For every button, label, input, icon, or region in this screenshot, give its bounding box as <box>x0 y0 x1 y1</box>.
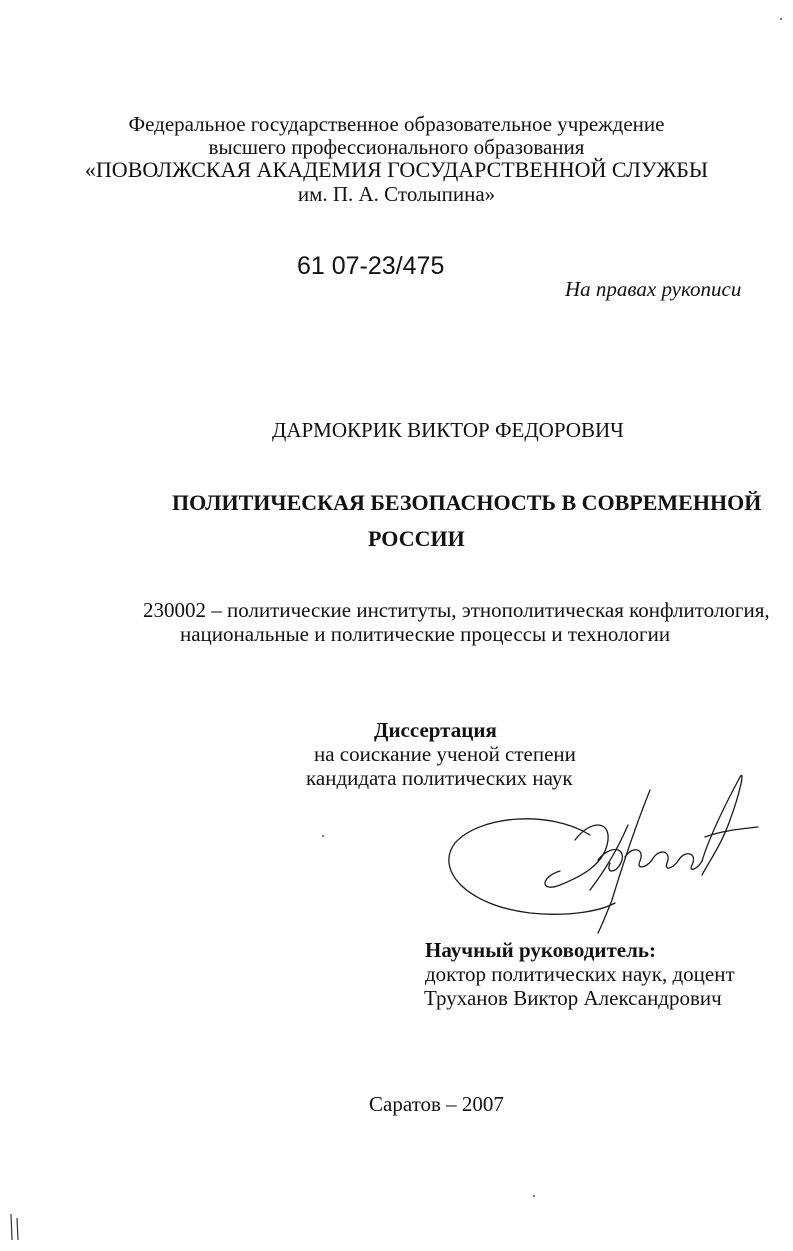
signature-icon <box>440 765 780 935</box>
scan-edge-mark <box>8 1212 22 1242</box>
dissertation-line-2: кандидата политических наук <box>306 766 573 790</box>
rights-note: На правах рукописи <box>565 277 742 301</box>
title-line-1: ПОЛИТИЧЕСКАЯ БЕЗОПАСНОСТЬ В СОВРЕМЕННОЙ <box>172 490 762 515</box>
scan-speck <box>322 835 324 837</box>
author-name: ДАРМОКРИК ВИКТОР ФЕДОРОВИЧ <box>272 418 624 442</box>
supervisor-name: Труханов Виктор Александрович <box>424 986 722 1010</box>
institution-line-1: Федеральное государственное образовательное учреждение <box>128 112 665 136</box>
city-year: Саратов – 2007 <box>369 1092 504 1116</box>
specialty-line-1: 230002 – политические институты, этнополитическая конфлитология, <box>143 598 770 622</box>
institution-name: «ПОВОЛЖСКАЯ АКАДЕМИЯ ГОСУДАРСТВЕННОЙ СЛУЖБЫ <box>84 157 709 182</box>
dissertation-heading: Диссертация <box>374 718 497 742</box>
institution-line-2: высшего профессионального образования <box>208 135 585 159</box>
scan-speck <box>533 1195 535 1197</box>
institution-line-4: им. П. А. Столыпина» <box>297 182 496 206</box>
title-line-2: РОССИИ <box>368 526 465 551</box>
stamp-number: 61 07-23/475 <box>297 252 445 280</box>
supervisor-degree: доктор политических наук, доцент <box>425 962 735 986</box>
scan-speck <box>780 18 782 20</box>
specialty-line-2: национальные и политические процессы и технологии <box>180 622 671 646</box>
supervisor-heading: Научный руководитель: <box>425 938 656 962</box>
dissertation-line-1: на соискание ученой степени <box>314 742 576 766</box>
